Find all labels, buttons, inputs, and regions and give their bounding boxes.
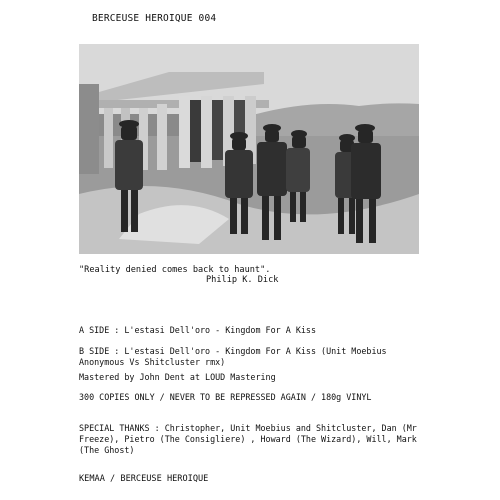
track-b-side: B SIDE : L'estasi Dell'oro - Kingdom For A Kiss (Unit Moebius Anonymous Vs Shitcluster rmx) <box>79 346 387 367</box>
photo-black-and-white <box>79 44 419 254</box>
special-thanks: SPECIAL THANKS : Christopher, Unit Moebius and Shitcluster, Dan (Mr Freeze), Pietro (The Consigliere) , Howard (The Wizard), Will, Mark (The Ghost) <box>79 423 417 455</box>
photo-illustration <box>79 44 419 254</box>
quote-author: Philip K. Dick <box>206 275 279 285</box>
edition-info: 300 COPIES ONLY / NEVER TO BE REPRESSED AGAIN / 180g VINYL <box>79 392 372 402</box>
mastering-credit: Mastered by John Dent at LOUD Mastering <box>79 372 276 382</box>
footer-label: KEMAA / BERCEUSE HEROIQUE <box>79 474 209 484</box>
quote-text: "Reality denied comes back to haunt". <box>79 265 271 275</box>
track-a-side: A SIDE : L'estasi Dell'oro - Kingdom For A Kiss <box>79 325 316 335</box>
page-title: BERCEUSE HEROIQUE 004 <box>92 13 217 24</box>
